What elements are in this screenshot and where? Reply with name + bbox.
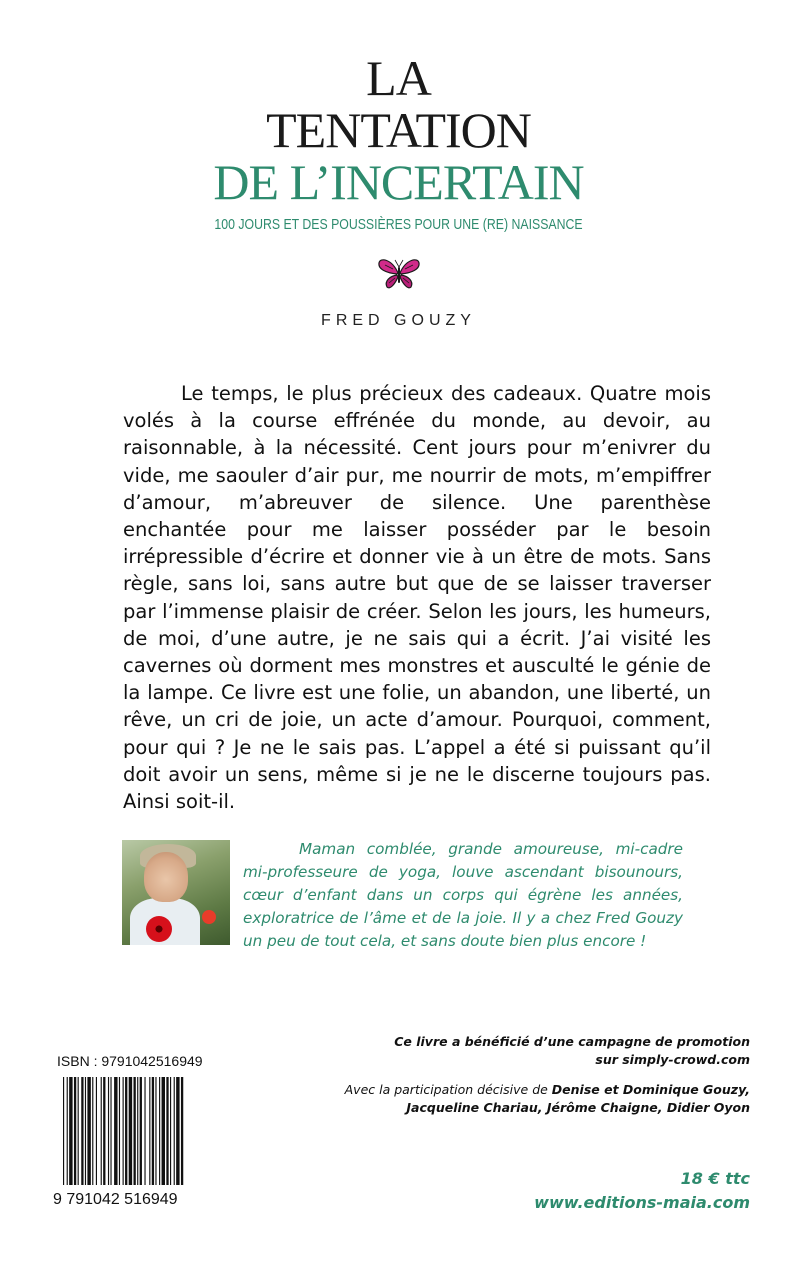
thanks-names-1: Denise et Dominique Gouzy, — [551, 1082, 750, 1097]
book-title-line-2: TENTATION — [266, 102, 531, 158]
promo-line-2: sur simply-crowd.com — [595, 1052, 750, 1067]
book-title-line-1: LA — [366, 50, 431, 106]
book-summary: Le temps, le plus précieux des cadeaux. Quatre mois volés à la course effrénée du monde, au devoir, au raisonnable, à la nécessité. Cent jours pour m’enivrer du vide, me saouler d’air pur, me nourrir de mots, m’empiffrer d’amour, m’abreuver de silence. Une parenthèse enchantée pour me laisser posséder par le besoin irrépressible d’écrire et donner vie à un être de mots. Sans règle, sans loi, sans autre but que de se laisser traverser par l’immense plaisir de créer. Selon les jours, les humeurs, de moi, d’une autre, je ne sais qui a écrit. J’ai visité les cavernes où dorment mes monstres et ausculté le génie de la lampe. Ce livre est une folie, un abandon, une liberté, un rêve, un cri de joie, un acte d’amour. Pourquoi, comment, pour qui ? Je ne le sais pas. L’appel a été si puissant qu’il doit avoir un sens, même si je ne le discerne toujours pas. Ainsi soit-il. — [123, 382, 711, 814]
promo-note — [330, 1033, 750, 1069]
isbn-barcode — [53, 1077, 223, 1207]
book-title-line-3: DE L’INCERTAIN — [213, 154, 584, 210]
price: 18 € ttc — [680, 1169, 750, 1188]
author-photo — [122, 840, 230, 945]
butterfly-icon — [378, 257, 420, 291]
isbn-label: ISBN : 9791042516949 — [57, 1053, 203, 1069]
author-name: FRED GOUZY — [321, 312, 476, 329]
thanks-note — [330, 1081, 750, 1117]
publisher-website[interactable]: www.editions-maia.com — [534, 1193, 750, 1212]
thanks-prefix: Avec la participation décisive de — [344, 1082, 552, 1097]
promo-line-1: Ce livre a bénéficié d’une campagne de promotion — [394, 1034, 750, 1049]
credits-block — [330, 1033, 750, 1129]
barcode-digits: 9 791042 516949 — [53, 1191, 178, 1207]
thanks-names-2: Jacqueline Chariau, Jérôme Chaigne, Didier Oyon — [406, 1100, 750, 1115]
title-block — [0, 52, 797, 233]
author-bio: Maman comblée, grande amoureuse, mi-cadre mi-professeure de yoga, louve ascendant bisounours, cœur d’enfant dans un corps qui égrène les années, exploratrice de l’âme et de la joie. Il y a chez Fred Gouzy un peu de tout cela, et sans doute bien plus encore ! — [243, 840, 683, 950]
book-subtitle: 100 JOURS ET DES POUSSIÈRES POUR UNE (RE) NAISSANCE — [214, 216, 583, 233]
